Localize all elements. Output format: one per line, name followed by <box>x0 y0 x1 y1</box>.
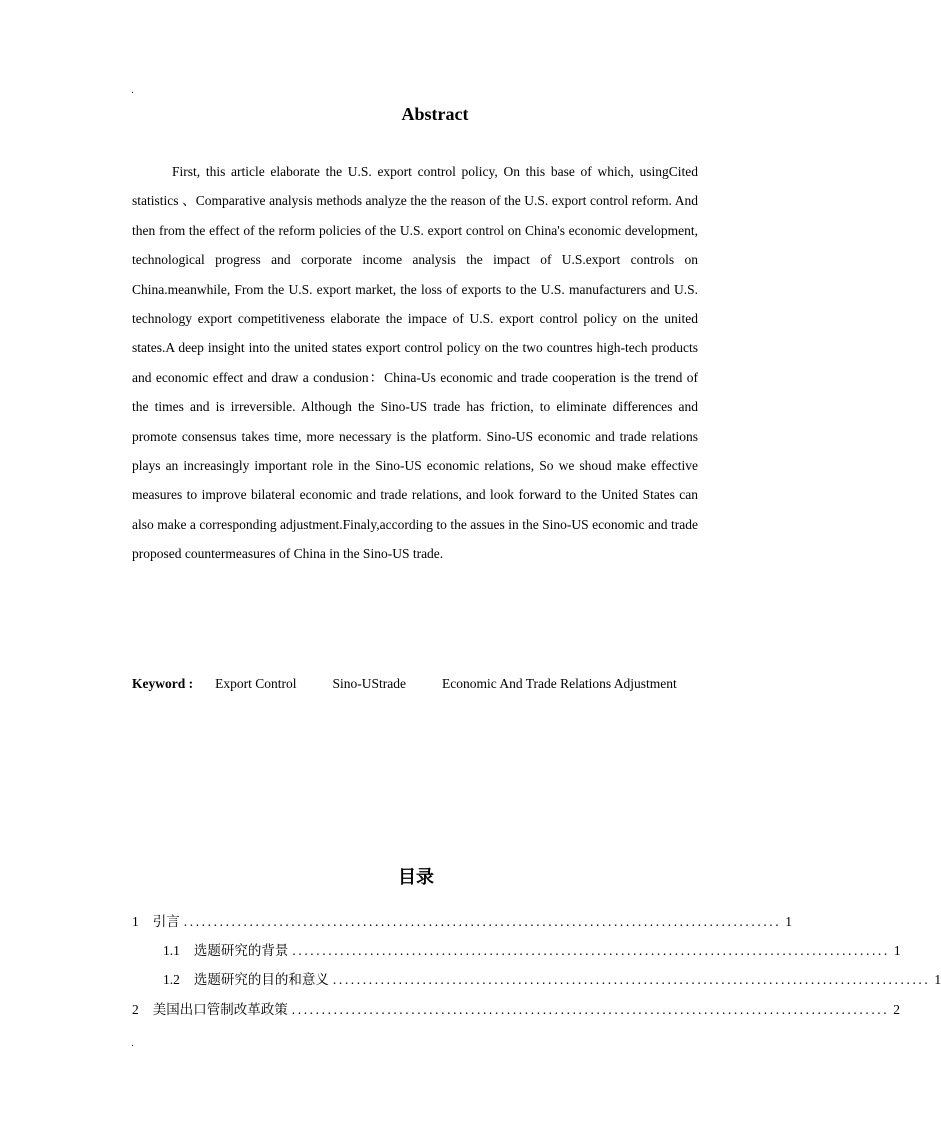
keywords-line <box>132 669 698 698</box>
keyword-item: Sino-UStrade <box>332 676 406 691</box>
toc-entry-title: 引言 <box>152 914 180 930</box>
toc-entry-page: 1 <box>785 914 792 929</box>
toc-entry-number: 1 <box>132 914 139 929</box>
toc-entry[interactable] <box>132 1000 900 1020</box>
toc-entry-page: 2 <box>893 1002 900 1017</box>
page-marker-bottom: . <box>131 1039 134 1049</box>
toc-entry[interactable] <box>132 912 792 932</box>
toc-entry[interactable] <box>163 941 901 961</box>
toc-entry-title: 选题研究的背景 <box>193 943 289 959</box>
toc-title: 目录 <box>398 867 434 888</box>
keyword-item: Economic And Trade Relations Adjustment <box>442 676 677 691</box>
abstract-title: Abstract <box>401 104 469 124</box>
toc-entry-title: 美国出口管制改革政策 <box>152 1002 288 1018</box>
toc-entry-title: 选题研究的目的和意义 <box>193 972 329 988</box>
toc-entry-page: 1 <box>934 972 941 987</box>
toc-leader-dots: .................................................................................................... <box>183 914 782 929</box>
keywords-label: Keyword : <box>132 676 194 691</box>
page-marker-top: . <box>131 86 134 96</box>
toc-entry-page: 1 <box>893 943 901 958</box>
toc-leader-dots: .................................................................................................... <box>332 972 931 987</box>
abstract-body: First, this article elaborate the U.S. export control policy, On this base of which, usingCited statistics 、Comparative analysis methods analyze the the reason of the U.S. export control reform. And then from the effect of the reform policies of the U.S. export control on China's economic development, technological progress and corporate income analysis the impact of U.S.export controls on China.meanwhile, From the U.S. export market, the loss of exports to the U.S. manufacturers and U.S. technology export competitiveness elaborate the impace of U.S. export control policy on the united states.A deep insight into the united states export control policy on the two countres high-tech products and economic effect and draw a condusion：China-Us economic and trade cooperation is the trend of the times and is irreversible. Although the Sino-US trade has friction, to eliminate differences and promote consensus takes time, more necessary is the platform. Sino-US economic and trade relations plays an increasingly important role in the Sino-US economic relations, So we shoud make effective measures to improve bilateral economic and trade relations, and look forward to the United States can also make a corresponding adjustment.Finaly,according to the assues in the Sino-US economic and trade proposed countermeasures of China in the Sino-US trade. <box>132 164 698 562</box>
toc-entry-number: 2 <box>132 1002 139 1017</box>
toc-entry-number: 1.1 <box>163 943 180 958</box>
toc-entry-number: 1.2 <box>163 972 180 987</box>
toc-entry[interactable] <box>163 970 941 990</box>
toc-leader-dots: .................................................................................................... <box>291 1002 890 1017</box>
toc-leader-dots: .................................................................................................... <box>292 943 890 958</box>
keyword-item: Export Control <box>215 676 297 691</box>
